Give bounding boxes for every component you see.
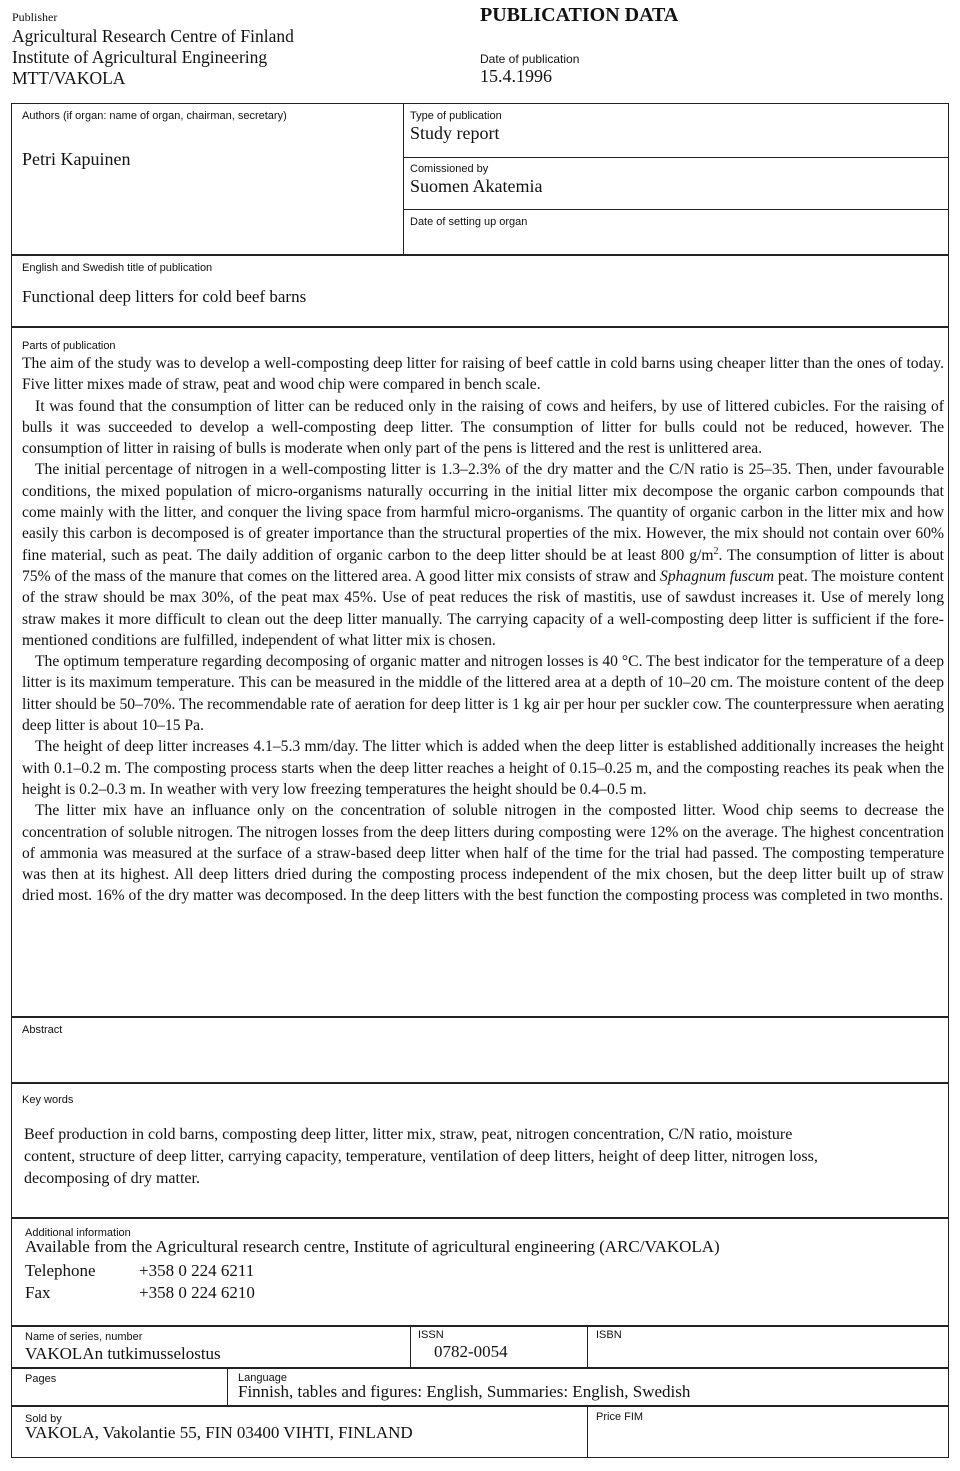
publication-data-title: PUBLICATION DATA [480, 4, 679, 26]
series-value: VAKOLAn tutkimusselostus [25, 1344, 221, 1363]
keywords-label: Key words [22, 1094, 74, 1106]
sold-label: Sold by [25, 1413, 62, 1425]
series-label: Name of series, number [25, 1331, 143, 1343]
parts-p3-b: . The consumption of litter is about 75% of the mass of the manure that comes on the littered area. A good litter mix consists of straw and [22, 546, 944, 585]
additional-available: Available from the Agricultural research centre, Institute of agricultural engineering (ARC/VAKOLA) [25, 1237, 720, 1256]
publisher-line-3: MTT/VAKOLA [12, 68, 126, 88]
telephone-label: Telephone [25, 1261, 96, 1280]
keywords-line-2: content, structure of deep litter, carrying capacity, temperature, ventilation of deep litters, height of deep litter, nitrogen loss, [24, 1148, 818, 1165]
parts-body [22, 353, 944, 907]
title-label: English and Swedish title of publication [22, 262, 213, 274]
pages-label: Pages [25, 1373, 57, 1385]
parts-paragraph-5: The height of deep litter increases 4.1–5.3 mm/day. The litter which is added when the deep litter is established additionally increases the height with 0.1–0.2 m. The composting process starts when the deep litter reaches a height of 0.15–0.25 m, and the composting reaches its peak when the height is 0.2–0.3 m. In weather with very low freezing temperatures the height should be 0.4–0.5 m. [22, 738, 944, 798]
parts-p3-italic: Sphagnum fuscum [660, 567, 774, 585]
keywords-text [24, 1124, 818, 1190]
commissioned-label: Comissioned by [410, 163, 489, 175]
type-divider [403, 157, 949, 158]
parts-paragraph-3 [22, 459, 944, 651]
issn-value: 0782-0054 [434, 1342, 508, 1361]
parts-label: Parts of publication [22, 340, 116, 352]
fax-value: +358 0 224 6210 [139, 1283, 255, 1302]
abstract-section-box [11, 1017, 949, 1083]
authors-value: Petri Kapuinen [22, 149, 131, 169]
issn-label: ISSN [418, 1329, 444, 1341]
type-value: Study report [410, 123, 500, 143]
telephone-value: +358 0 224 6211 [139, 1261, 255, 1280]
parts-p3-superscript: 2 [713, 545, 719, 557]
parts-paragraph-4: The optimum temperature regarding decomposing of organic matter and nitrogen losses is 40 °C. The best indicator for the temperature of a deep litter is its maximum temperature. This can be measured in the middle of the littered area at a depth of 10–20 cm. The moisture content of the deep litter should be 50–70%. The recommendable rate of aeration for deep litter is 1 kg air per hour per suckler cow. The counterpressure when aerating deep litter is about 10–15 Pa. [22, 653, 944, 735]
parts-paragraph-6: The litter mix have an influance only on the concentration of soluble nitrogen in the composted litter. Wood chip seems to decrease the concentration of soluble nitrogen. The nitrogen losses from the deep litters during composting were 12% on the average. The highest concentration of ammonia was measured at the surface of a straw-based deep litter when half of the time for the trial had passed. The composting temperature was then at its highest. All deep litters dried during the composting process independent of the mix chosen, but the deep litter built up of straw dried most. 16% of the dry matter was decomposed. In the deep litters with the best function the composting process was completed in two months. [22, 802, 944, 905]
price-label: Price FIM [596, 1411, 644, 1423]
pages-divider [227, 1368, 228, 1406]
additional-label: Additional information [25, 1227, 131, 1239]
type-label: Type of publication [410, 110, 502, 122]
series-divider-1 [410, 1326, 411, 1368]
sold-value: VAKOLA, Vakolantie 55, FIN 03400 VIHTI, FINLAND [25, 1423, 413, 1442]
commissioned-value: Suomen Akatemia [410, 176, 543, 196]
authors-label: Authors (if organ: name of organ, chairman, secretary) [22, 110, 287, 122]
language-label: Language [238, 1372, 287, 1384]
parts-p3-c: peat. The moisture content of the straw should be max 30%, of the peat max 45%. Use of peat reduces the risk of mastitis, use of sawdust increases it. Use of merely long straw makes it more difficult to clean out the deep litter manually. The carrying capacity of a well-composting deep litter is sufficient if the fore-mentioned conditions are fulfilled, independent of what litter mix is chosen. [22, 567, 944, 649]
authors-divider [403, 103, 404, 255]
abstract-label: Abstract [22, 1024, 63, 1036]
keywords-line-1: Beef production in cold barns, composting deep litter, litter mix, straw, peat, nitrogen concentration, C/N ratio, moisture [24, 1126, 793, 1143]
isbn-label: ISBN [596, 1329, 622, 1341]
parts-p3-a: The initial percentage of nitrogen in a well-composting litter is 1.3–2.3% of the dry matter and the C/N ratio is 25–35. Then, under favourable conditions, the mixed population of micro-organisms naturally occurring in the initial litter mix decompose the organic carbon compounds that come mainly with the litter, and conquer the living space from harmful micro-organisms. The quantity of organic carbon in the litter mix and how easily this carbon is decomposed is of greater importance than the structural properties of the mix. However, the mix should not contain over 60% fine material, such as peat. The daily addition of organic carbon to the deep litter should be at least 800 g/m [22, 461, 944, 564]
date-of-publication-value: 15.4.1996 [480, 66, 552, 86]
series-divider-2 [587, 1326, 588, 1368]
setup-date-label: Date of setting up organ [410, 216, 528, 228]
date-of-publication-label: Date of publication [480, 52, 580, 66]
parts-paragraph-1: The aim of the study was to develop a well-composting deep litter for raising of beef cattle in cold barns using cheaper litter than the ones of today. Five litter mixes made of straw, peat and wood chip were compared in bench scale. [22, 355, 944, 394]
publisher-line-2: Institute of Agricultural Engineering [12, 47, 268, 67]
publisher-label: Publisher [12, 10, 58, 24]
commission-divider [403, 209, 949, 210]
fax-label: Fax [25, 1283, 51, 1302]
sold-divider [587, 1406, 588, 1458]
language-value: Finnish, tables and figures: English, Summaries: English, Swedish [238, 1382, 691, 1401]
keywords-line-3: decomposing of dry matter. [24, 1170, 200, 1187]
publication-title: Functional deep litters for cold beef barns [22, 287, 307, 306]
publisher-line-1: Agricultural Research Centre of Finland [12, 26, 294, 46]
parts-paragraph-2: It was found that the consumption of litter can be reduced only in the raising of cows and heifers, by use of littered cubicles. For the raising of bulls it was succeeded to develop a well-composting deep litter. The consumption of litter for bulls could not be reduced, however. The consumption of litter in raising of bulls is moderate when only part of the pens is littered and the rest is unlittered area. [22, 397, 944, 458]
